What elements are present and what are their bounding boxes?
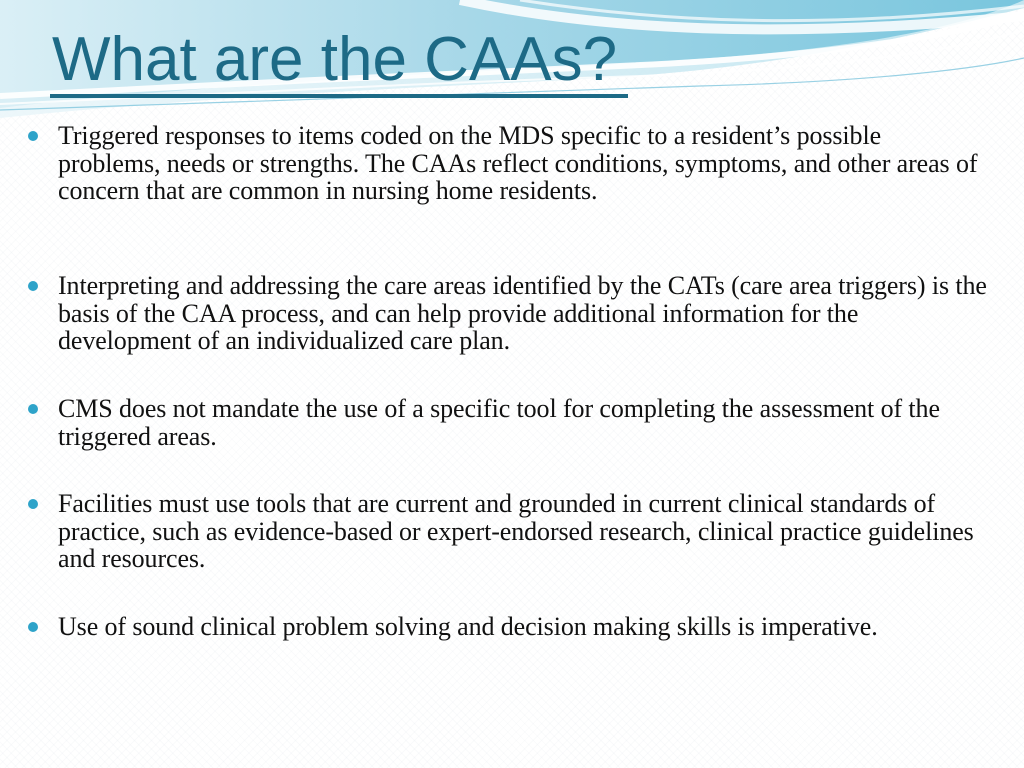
bullet-text: Interpreting and addressing the care areas identified by the CATs (care area triggers) is the basis of the CAA process, and can help provide additional information for the development of an individualized care plan. <box>58 271 987 355</box>
title-underline <box>50 94 628 98</box>
bullet-icon <box>28 622 38 632</box>
bullet-icon <box>28 131 38 141</box>
bullet-text: Facilities must use tools that are current and grounded in current clinical standards of practice, such as evidence-based or expert-endorsed research, clinical practice guidelines and resources. <box>58 489 974 573</box>
slide-title: What are the CAAs? <box>52 25 618 94</box>
bullet-text: Triggered responses to items coded on the MDS specific to a resident’s possible problems, needs or strengths. The CAAs reflect conditions, symptoms, and other areas of concern that are common in nursing home residents. <box>58 121 978 205</box>
bullet-icon <box>28 499 38 509</box>
bullet-text: CMS does not mandate the use of a specific tool for completing the assessment of the triggered areas. <box>58 394 940 451</box>
bullet-text: Use of sound clinical problem solving and decision making skills is imperative. <box>58 612 878 641</box>
bullet-icon <box>28 404 38 414</box>
bullet-icon <box>28 281 38 291</box>
